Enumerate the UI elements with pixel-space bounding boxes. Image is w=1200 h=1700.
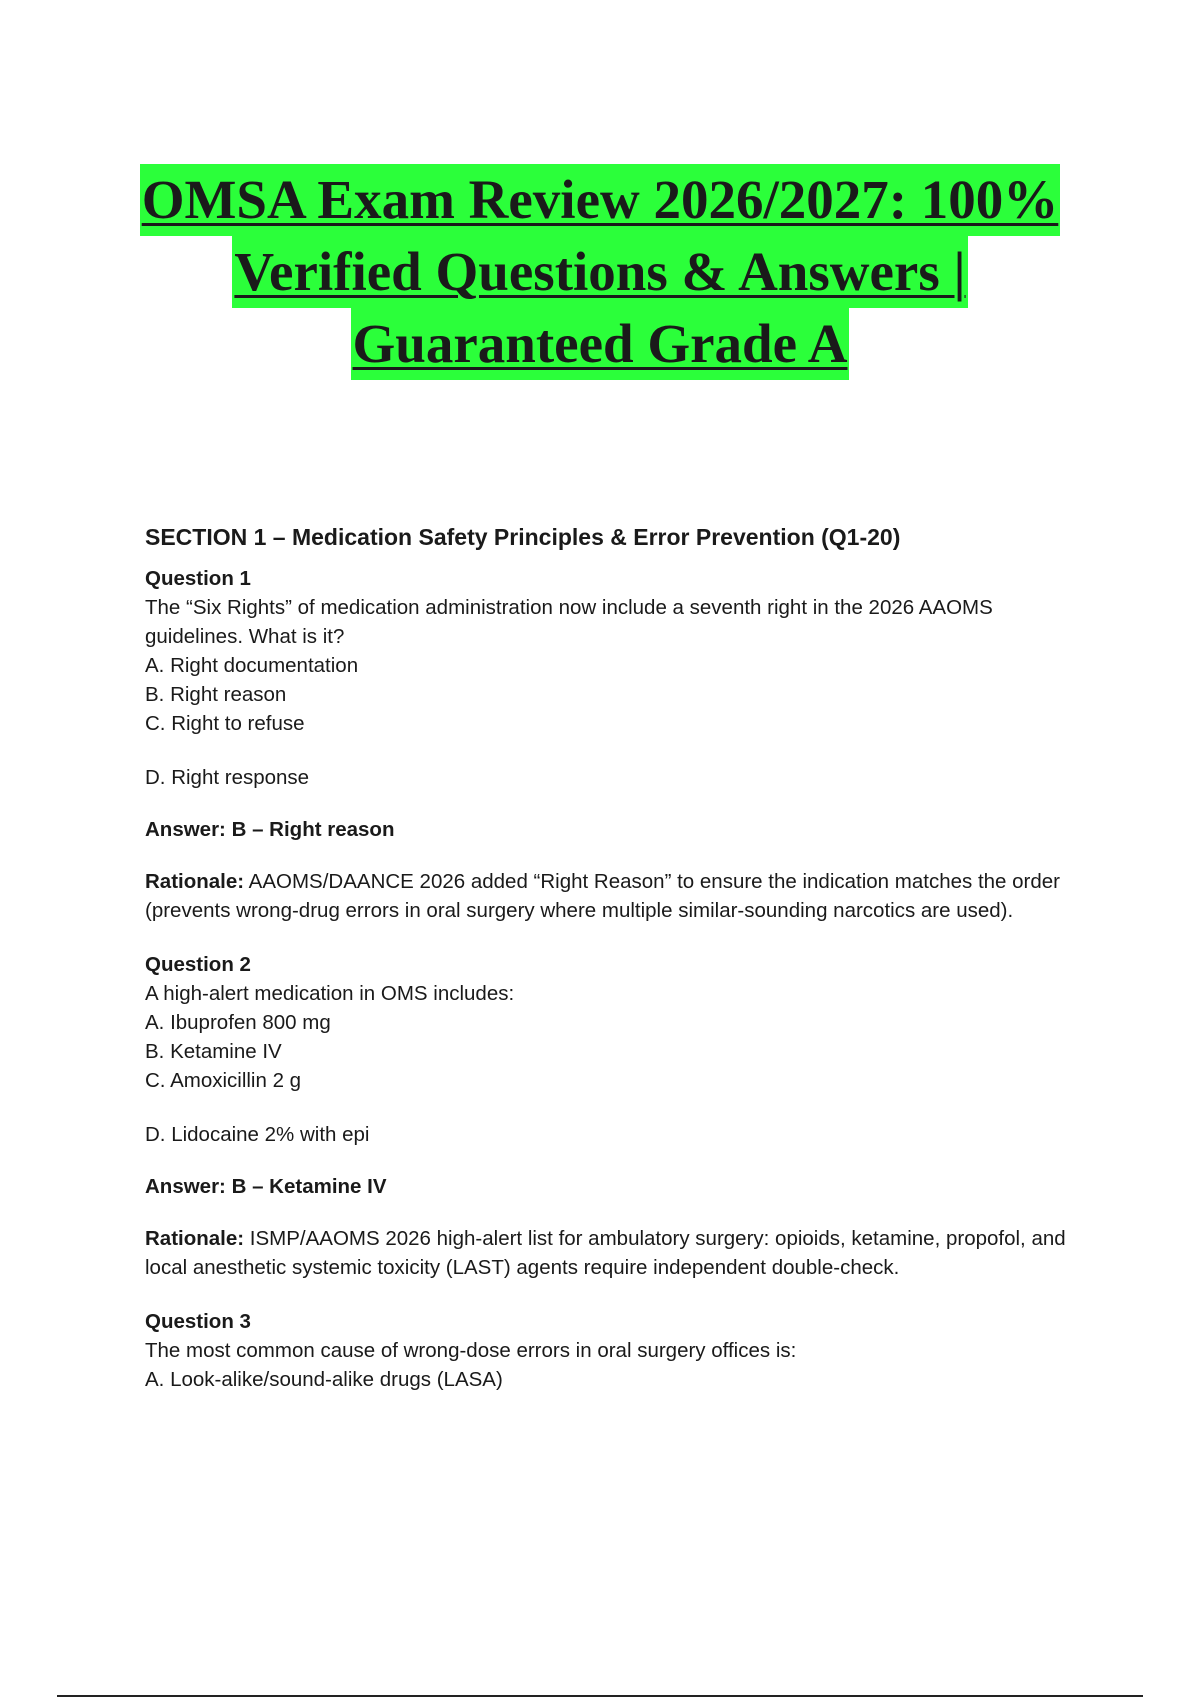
question-1 bbox=[145, 564, 1095, 925]
title-line-3: Guaranteed Grade A bbox=[351, 308, 850, 380]
question-text: The most common cause of wrong-dose errors in oral surgery offices is: bbox=[145, 1339, 797, 1362]
option-a: A. Look-alike/sound-alike drugs (LASA) bbox=[145, 1368, 503, 1391]
option-c: C. Amoxicillin 2 g bbox=[145, 1069, 302, 1092]
option-a: A. Right documentation bbox=[145, 654, 359, 677]
option-b: B. Ketamine IV bbox=[145, 1040, 282, 1063]
title-line-1: OMSA Exam Review 2026/2027: 100% bbox=[140, 164, 1061, 236]
rationale-label: Rationale: bbox=[145, 870, 245, 893]
option-c: C. Right to refuse bbox=[145, 712, 305, 735]
rationale-text: ISMP/AAOMS 2026 high-alert list for ambulatory surgery: opioids, ketamine, propofol, and local anesthetic systemic toxicity (LAST) agents require independent double-check. bbox=[145, 1227, 1066, 1279]
question-text: The “Six Rights” of medication administration now include a seventh right in the 2026 AAOMS guidelines. What is it? bbox=[145, 596, 993, 648]
document-title bbox=[100, 164, 1100, 380]
title-line-2: Verified Questions & Answers | bbox=[232, 236, 967, 308]
question-title: Question 3 bbox=[145, 1310, 251, 1333]
question-title: Question 1 bbox=[145, 567, 251, 590]
option-a: A. Ibuprofen 800 mg bbox=[145, 1011, 331, 1034]
answer: Answer: B – Right reason bbox=[145, 818, 395, 841]
option-b: B. Right reason bbox=[145, 683, 287, 706]
rationale-label: Rationale: bbox=[145, 1227, 245, 1250]
question-title: Question 2 bbox=[145, 953, 251, 976]
document-body bbox=[145, 522, 1095, 1419]
rationale bbox=[145, 1224, 1095, 1282]
section-heading: SECTION 1 – Medication Safety Principles & Error Prevention (Q1-20) bbox=[145, 524, 901, 550]
answer: Answer: B – Ketamine IV bbox=[145, 1175, 387, 1198]
question-2 bbox=[145, 950, 1095, 1282]
footer-divider bbox=[57, 1695, 1143, 1697]
rationale-text: AAOMS/DAANCE 2026 added “Right Reason” to ensure the indication matches the order (prevents wrong-drug errors in oral surgery where multiple similar-sounding narcotics are used). bbox=[145, 870, 1060, 922]
rationale bbox=[145, 867, 1095, 925]
question-3 bbox=[145, 1307, 1095, 1394]
option-d: D. Lidocaine 2% with epi bbox=[145, 1123, 370, 1146]
option-d: D. Right response bbox=[145, 766, 310, 789]
question-text: A high-alert medication in OMS includes: bbox=[145, 982, 515, 1005]
